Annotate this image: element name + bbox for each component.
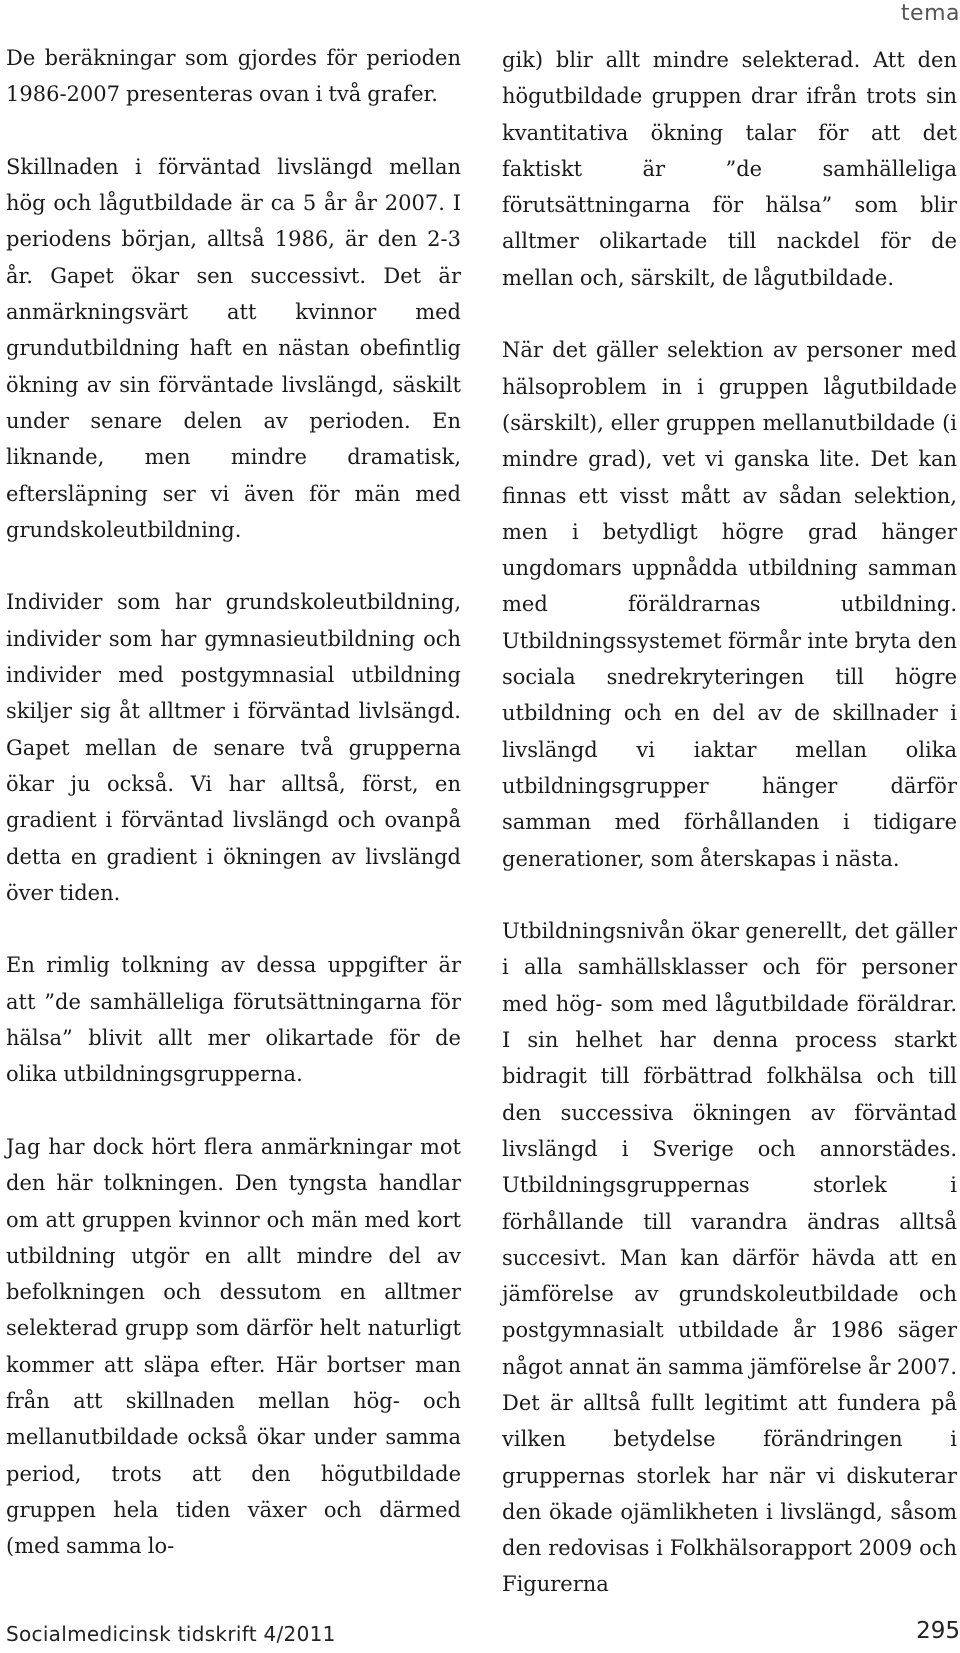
paragraph: En rimlig tolkning av dessa uppgifter är att ”de samhälleliga förutsättningarna för hälsa” blivit allt mer olikartade för de olika utbildningsgrupperna.	[6, 953, 461, 1087]
paragraph: Utbildningsnivån ökar generellt, det gäller i alla samhällsklasser och för personer med hög- som med lågutbildade föräldrar. I sin helhet har denna process starkt bidragit till förbättrad folkhälsa och till den successiva ökningen av förväntad livslängd i Sverige och annorstädes. Utbildningsgruppernas storlek i förhållande till varandra ändras alltså succesivt. Man kan därför hävda att en jämförelse av grundskoleutbildade och postgymnasialt utbildade år 1986 säger något annat än samma jämförelse år 2007. Det är alltså fullt legitimt att fundera på vilken betydelse förändringen i gruppernas storlek har när vi diskuterar den ökade ojämlikheten i livslängd, såsom den redovisas i Folkhälsorapport 2009 och Figurerna	[502, 919, 957, 1597]
paragraph: Individer som har grundskoleutbildning, individer som har gymnasieutbildning och individer med postgymnasial utbildning skiljer sig åt alltmer i förväntad livlsängd. Gapet mellan de senare två grupperna ökar ju också. Vi har alltså, först, en gradient i förväntad livslängd och ovanpå detta en gradient i ökningen av livslängd över tiden.	[6, 590, 461, 905]
page-number: 295	[916, 1618, 960, 1644]
paragraph: Jag har dock hört flera anmärkningar mot den här tolkningen. Den tyngsta handlar om att gruppen kvinnor och män med kort utbildning utgör en allt mindre del av befolkningen och dessutom en alltmer selekterad grupp som därför helt naturligt kommer att släpa efter. Här bortser man från att skillnaden mellan hög- och mellanutbildade också ökar under samma period, trots att den högutbildade gruppen hela tiden växer och därmed (med samma lo-	[6, 1134, 461, 1559]
paragraph: De beräkningar som gjordes för perioden 1986-2007 presenteras ovan i två grafer.	[6, 46, 461, 107]
paragraph: När det gäller selektion av personer med hälsoproblem in i gruppen lågutbildade (särskilt), eller gruppen mellanutbildade (i mindre grad), vet vi ganska lite. Det kan finnas ett visst mått av sådan selektion, men i betydligt högre grad hänger ungdomars uppnådda utbildning samman med föräldrarnas utbildning. Utbildningssystemet förmår inte bryta den sociala snedrekryteringen till högre utbildning och en del av de skillnader i livslängd vi iaktar mellan olika utbildningsgrupper hänger därför samman med förhållanden i tidigare generationer, som återskapas i nästa.	[502, 338, 957, 871]
paragraph: Skillnaden i förväntad livslängd mellan hög och lågutbildade är ca 5 år år 2007. I periodens början, alltså 1986, är den 2-3 år. Gapet ökar sen successivt. Det är anmärkningsvärt att kvinnor med grundutbildning haft en nästan obefintlig ökning av sin förväntade livslängd, säskilt under senare delen av perioden. En liknande, men mindre dramatisk, eftersläpning ser vi även för män med grundskoleutbildning.	[6, 154, 461, 542]
right-column	[502, 42, 957, 1603]
section-label: tema	[900, 1, 960, 26]
journal-footer: Socialmedicinsk tidskrift 4/2011	[6, 1622, 336, 1646]
left-column	[6, 40, 461, 1564]
paragraph: gik) blir allt mindre selekterad. Att den högutbildade gruppen drar ifrån trots sin kvantitativa ökning talar för att det faktiskt är ”de samhälleliga förutsättningarna för hälsa” som blir alltmer olikartade till nackdel för de mellan och, särskilt, de lågutbildade.	[502, 48, 957, 290]
